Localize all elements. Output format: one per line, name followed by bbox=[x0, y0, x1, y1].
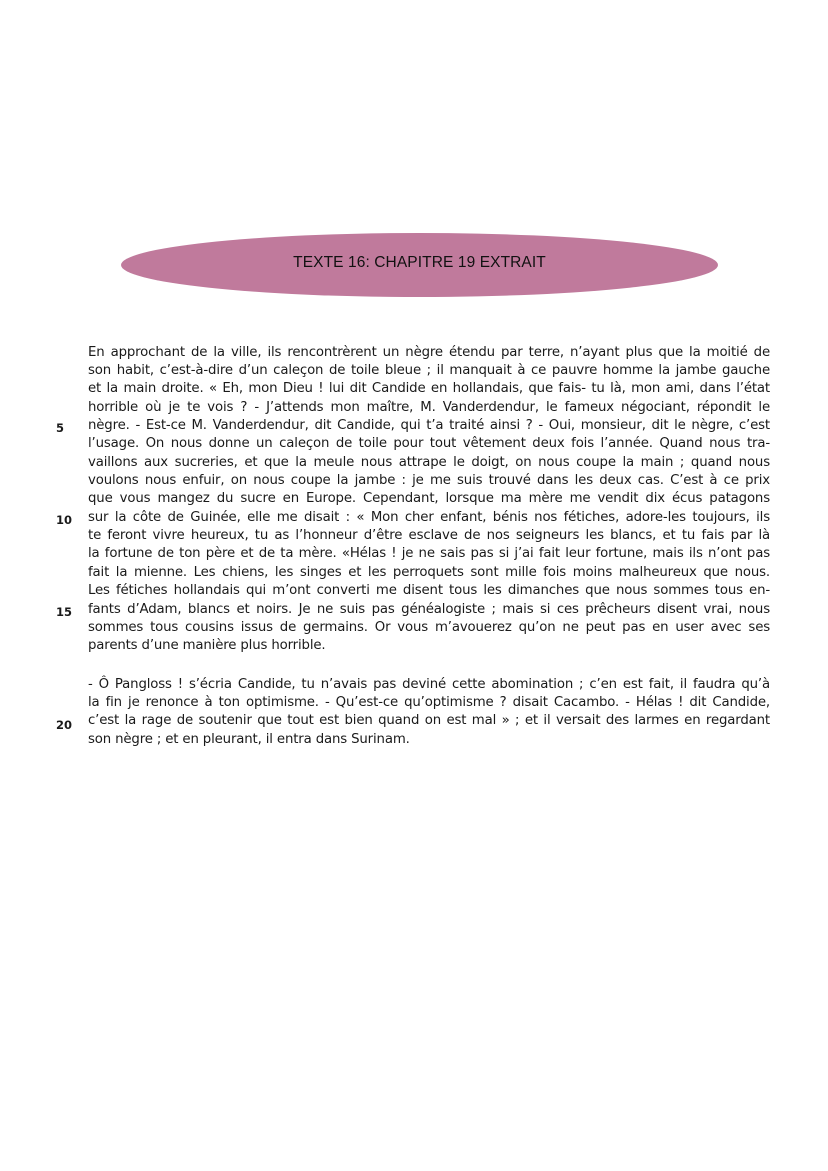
text-line: fants d’Adam, blancs et noirs. Je ne suis pas généalogiste ; mais si ces prêcheurs disent vrai, nous bbox=[88, 602, 770, 617]
text-line: sur la côte de Guinée, elle me disait : « Mon cher enfant, bénis nos fétiches, adore-les toujours, ils bbox=[88, 510, 770, 525]
line-number: 10 bbox=[56, 513, 73, 527]
line-number: 20 bbox=[56, 718, 73, 732]
text-line: parents d’une manière plus horrible. bbox=[88, 638, 326, 653]
text-line: son habit, c’est-à-dire d’un caleçon de toile bleue ; il manquait à ce pauvre homme la jambe gauche bbox=[88, 363, 770, 378]
text-line: - Ô Pangloss ! s’écria Candide, tu n’avais pas deviné cette abomination ; c’en est fait, il faudra qu’à bbox=[88, 677, 770, 692]
line-number: 5 bbox=[56, 421, 65, 435]
text-line: l’usage. On nous donne un caleçon de toile pour tout vêtement deux fois l’année. Quand nous tra- bbox=[88, 436, 770, 451]
text-line: et la main droite. « Eh, mon Dieu ! lui dit Candide en hollandais, que fais- tu là, mon ami, dans l’état bbox=[88, 381, 770, 396]
text-line: nègre. - Est-ce M. Vanderdendur, dit Candide, qui t’a traité ainsi ? - Oui, monsieur, dit le nègre, c’est bbox=[88, 418, 770, 433]
line-number: 15 bbox=[56, 605, 73, 619]
text-line: horrible où je te vois ? - J’attends mon maître, M. Vanderdendur, le fameux négociant, répondit le bbox=[88, 400, 770, 415]
text-line: fait la mienne. Les chiens, les singes et les perroquets sont mille fois moins malheureux que nous. bbox=[88, 565, 770, 580]
text-line: que vous mangez du sucre en Europe. Cependant, lorsque ma mère me vendit dix écus patagons bbox=[88, 491, 770, 506]
text-line: vaillons aux sucreries, et que la meule nous attrape le doigt, on nous coupe la main ; quand nous bbox=[88, 455, 770, 470]
text-line: la fortune de ton père et de ta mère. «Hélas ! je ne sais pas si j’ai fait leur fortune, mais ils n’ont pas bbox=[88, 546, 770, 561]
text-line: voulons nous enfuir, on nous coupe la jambe : je me suis trouvé dans les deux cas. C’est à ce prix bbox=[88, 473, 770, 488]
text-line: son nègre ; et en pleurant, il entra dans Surinam. bbox=[88, 732, 410, 747]
text-line: En approchant de la ville, ils rencontrèrent un nègre étendu par terre, n’ayant plus que la moitié de bbox=[88, 345, 770, 360]
text-line: la fin je renonce à ton optimisme. - Qu’est-ce qu’optimisme ? disait Cacambo. - Hélas ! dit Candide, bbox=[88, 695, 770, 710]
page-title: TEXTE 16: CHAPITRE 19 EXTRAIT bbox=[293, 254, 546, 271]
text-line: sommes tous cousins issus de germains. Or vous m’avouerez qu’on ne peut pas en user avec ses bbox=[88, 620, 770, 635]
text-line: te feront vivre heureux, tu as l’honneur d’être esclave de nos seigneurs les blancs, et tu fais par là bbox=[88, 528, 770, 543]
text-line: c’est la rage de soutenir que tout est bien quand on est mal » ; et il versait des larmes en regardant bbox=[88, 713, 770, 728]
title-banner bbox=[121, 233, 718, 297]
text-line: Les fétiches hollandais qui m’ont converti me disent tous les dimanches que nous sommes tous en- bbox=[88, 583, 770, 598]
